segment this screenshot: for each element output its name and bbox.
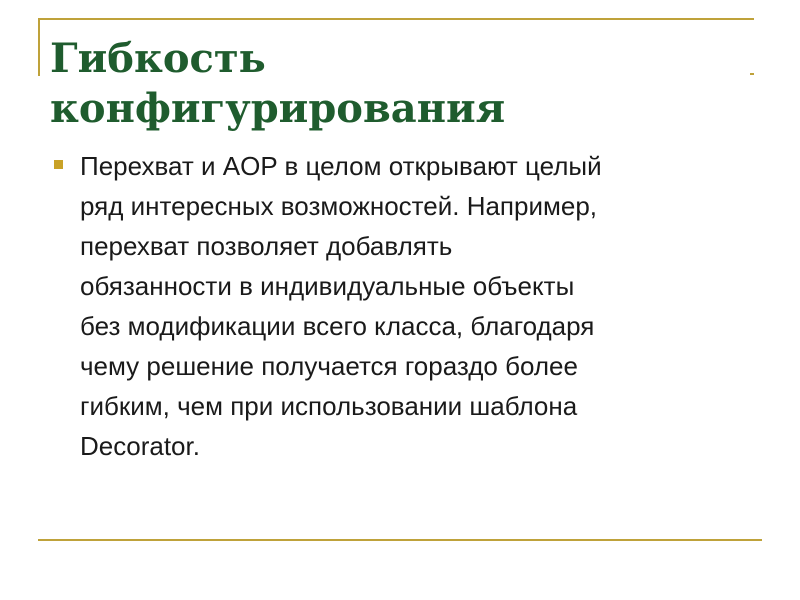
frame-line-bottom (38, 539, 762, 541)
bullet-line: чему решение получается гораздо более (80, 351, 578, 381)
title-line: Гибкость (50, 35, 266, 82)
frame-line-right-dot (750, 73, 754, 75)
bullet-line: гибким, чем при использовании шаблона (80, 391, 578, 421)
bullet-line: ряд интересных возможностей. Например, (80, 191, 598, 221)
bullet-line: без модификации всего класса, благодаря (80, 311, 595, 341)
bullet-square-icon (54, 160, 63, 169)
bullet-line: Перехват и AOP в целом открывают целый (80, 151, 602, 181)
bullet-line: обязанности в индивидуальные объекты (80, 271, 575, 301)
bullet-line: перехват позволяет добавлять (80, 231, 453, 261)
slide-title (50, 34, 750, 134)
frame-line-left (38, 18, 40, 76)
bullet-text (80, 146, 760, 466)
frame-line-top (38, 18, 754, 20)
bullet-line: Decorator. (80, 431, 200, 461)
title-line: конфигурирования (50, 85, 506, 132)
